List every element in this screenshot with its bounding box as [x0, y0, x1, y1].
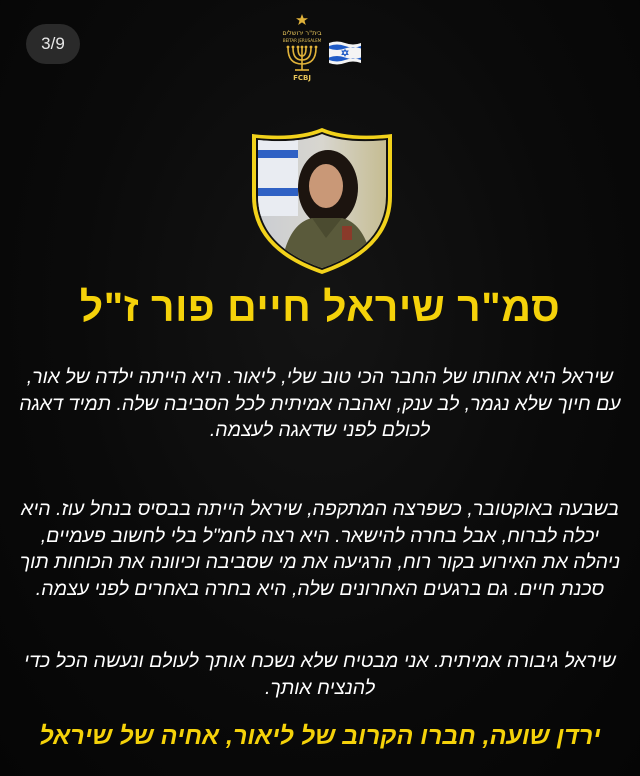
signature: ירדן שועה, חברו הקרוב של ליאור, אחיה של שיראל	[39, 722, 601, 750]
paragraph-2: בשבעה באוקטובר, כשפרצה המתקפה, שיראל הייתה בבסיס בנחל עוז. היא יכלה לברוח, אבל בחרה להישאר. היא רצה לחמ"ל בלי לחשוב פעמיים, ניהלה את האירוע בקור רוח, הרגיעה את מי שסביבה וכיוונה את הכוחות תוך סכנת חיים. גם ברגעים האחרונים שלה, היא בחרה באחרים לפני עצמה.	[19, 498, 621, 600]
menorah-crest-icon	[278, 12, 326, 84]
headline: סמ"ר שיראל חיים פור ז"ל	[79, 284, 561, 330]
story-counter: 3/9	[26, 24, 80, 64]
paragraph-1: שיראל היא אחותו של החבר הכי טוב שלי, ליאור. היא הייתה ילדה של אור, עם חיוך שלא נגמר, לב ענק, ואהבה אמיתית לכל הסביבה שלה. תמיד דאגה לכולם לפני שדאגה לעצמה.	[19, 366, 621, 441]
club-name-he: בית"ר ירושלים	[282, 29, 322, 37]
paragraph-3: שיראל גיבורה אמיתית. אני מבטיח שלא נשכח אותך לעולם ונעשה הכל כדי להנציח אותך.	[24, 650, 616, 699]
club-name-en: BEITAR JERUSALEM	[282, 38, 322, 43]
soldier-portrait-shield	[250, 126, 394, 274]
club-abbrev: FCBJ	[293, 74, 311, 82]
israel-flag-icon	[328, 40, 362, 66]
